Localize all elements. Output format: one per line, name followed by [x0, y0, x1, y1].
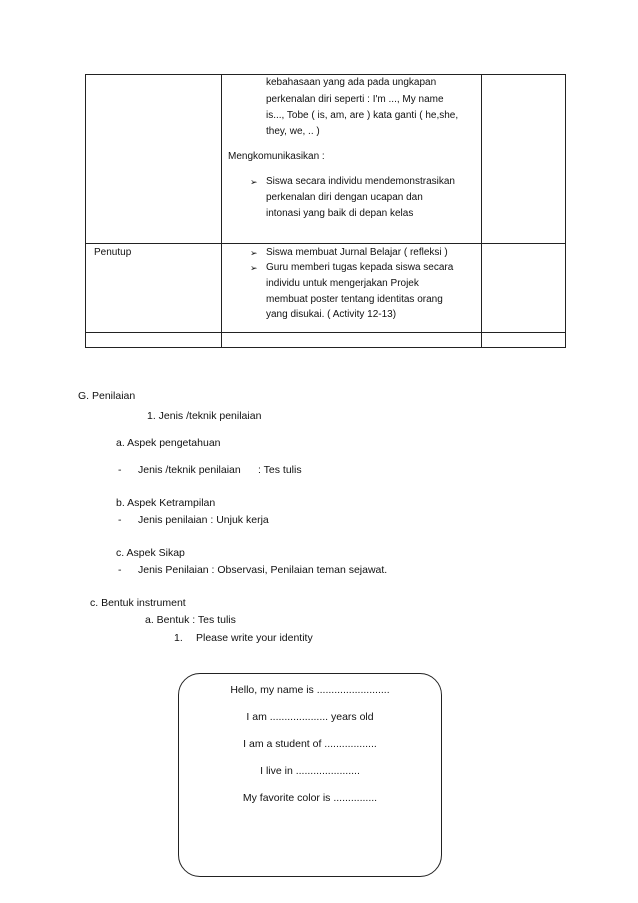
table-text-line: individu untuk mengerjakan Projek: [266, 278, 419, 289]
dash-marker: -: [118, 464, 122, 476]
identity-line: Hello, my name is .........................: [230, 684, 390, 696]
aspect-c-label: c. Aspek Sikap: [116, 547, 185, 559]
form-label: a. Bentuk : Tes tulis: [145, 614, 236, 626]
table-text-line: yang disukai. ( Activity 12-13): [266, 309, 397, 320]
instrument-title: c. Bentuk instrument: [90, 597, 186, 609]
table-text-line: perkenalan diri seperti : I'm ..., My name: [266, 94, 444, 105]
column-divider-1: [221, 75, 222, 347]
dash-marker: -: [118, 564, 122, 576]
assessment-item-1: 1. Jenis /teknik penilaian: [147, 410, 262, 422]
section-title: G. Penilaian: [78, 390, 136, 402]
communicate-heading: Mengkomunikasikan :: [228, 151, 325, 162]
table-text-line: membuat poster tentang identitas orang: [266, 294, 443, 305]
identity-line: My favorite color is ...............: [242, 792, 378, 804]
column-divider-2: [481, 75, 482, 347]
table-text-line: perkenalan diri dengan ucapan dan: [266, 192, 423, 203]
aspect-b-label: b. Aspek Ketrampilan: [116, 497, 216, 509]
table-text-line: they, we, .. ): [266, 126, 320, 137]
table-text-line: Siswa membuat Jurnal Belajar ( refleksi ): [266, 247, 448, 258]
row-divider-2: [86, 332, 565, 333]
aspect-c-text: Jenis Penilaian : Observasi, Penilaian teman sejawat.: [138, 564, 388, 576]
aspect-a-text: Jenis /teknik penilaian: [138, 464, 241, 476]
identity-line: I am .................... years old: [246, 711, 374, 723]
question-number: 1.: [174, 632, 183, 644]
identity-line: I live in ......................: [260, 765, 360, 777]
dash-marker: -: [118, 514, 122, 526]
aspect-a-label: a. Aspek pengetahuan: [116, 437, 221, 449]
bullet-arrow-icon: ➢: [250, 263, 258, 273]
table-text-line: intonasi yang baik di depan kelas: [266, 208, 414, 219]
question-text: Please write your identity: [196, 632, 313, 644]
bullet-arrow-icon: ➢: [250, 248, 258, 258]
table-text-line: Siswa secara individu mendemonstrasikan: [266, 176, 455, 187]
table-text-line: Guru memberi tugas kepada siswa secara: [266, 262, 454, 273]
closing-label: Penutup: [94, 247, 132, 258]
bullet-arrow-icon: ➢: [250, 177, 258, 187]
aspect-b-text: Jenis penilaian : Unjuk kerja: [138, 514, 269, 526]
table-text-line: kebahasaan yang ada pada ungkapan: [266, 77, 437, 88]
aspect-a-value: : Tes tulis: [258, 464, 302, 476]
identity-line: I am a student of ..................: [243, 738, 377, 750]
table-text-line: is..., Tobe ( is, am, are ) kata ganti ( he,she,: [266, 110, 459, 121]
row-divider-1: [86, 243, 565, 244]
